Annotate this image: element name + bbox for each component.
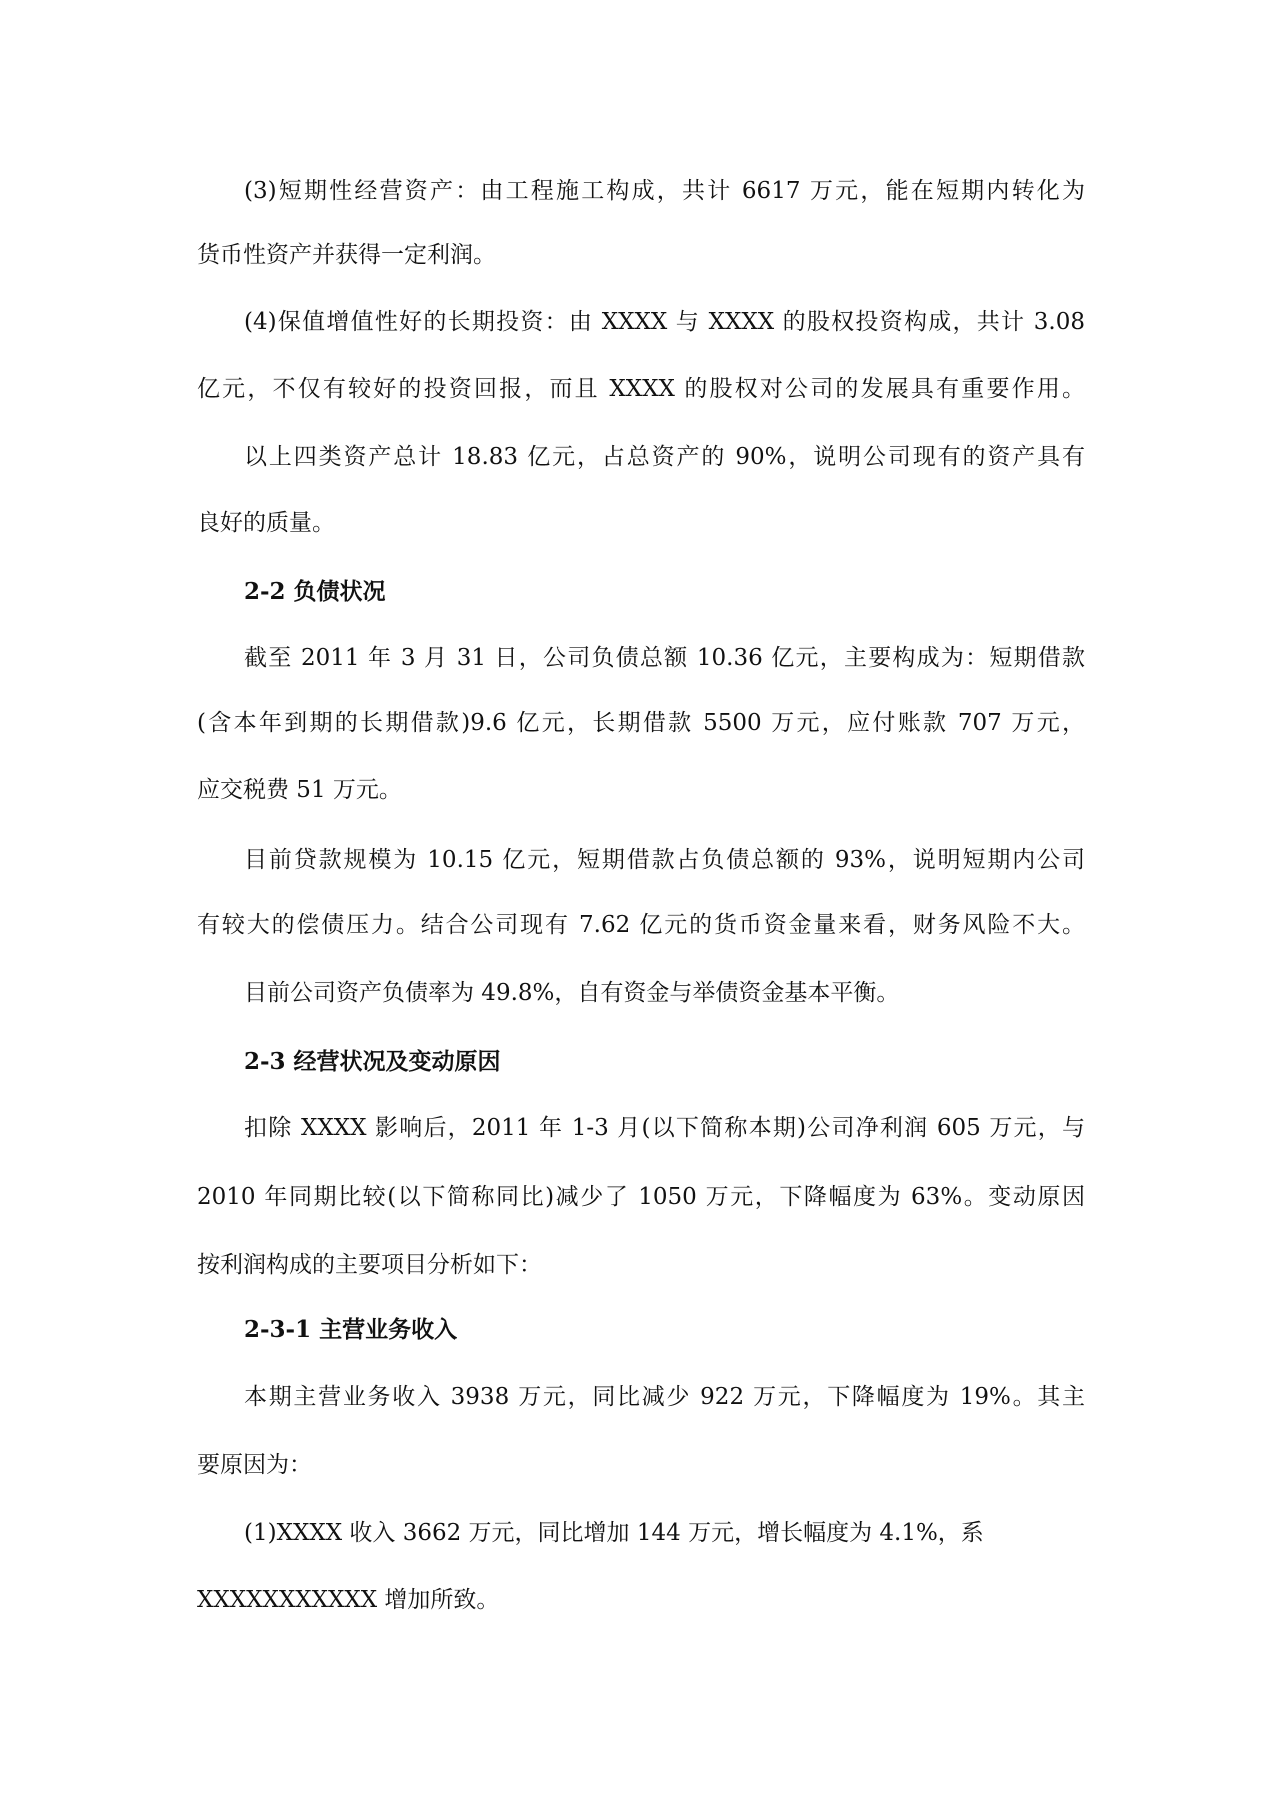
- section-heading-2-3: 2-3 经营状况及变动原因: [244, 1048, 501, 1075]
- loan-paragraph-line-2: 有较大的偿债压力。结合公司现有 7.62 亿元的货币资金量来看，财务风险不大。: [197, 912, 1085, 938]
- summary-paragraph-line-1: 以上四类资产总计 18.83 亿元，占总资产的 90%，说明公司现有的资产具有: [244, 444, 1085, 470]
- revenue-item-1-line-1: (1)XXXX 收入 3662 万元，同比增加 144 万元，增长幅度为 4.1%，系: [244, 1520, 984, 1546]
- paragraph-3-line-1: (3)短期性经营资产：由工程施工构成，共计 6617 万元，能在短期内转化为: [244, 178, 1085, 204]
- summary-paragraph-line-2: 良好的质量。: [197, 510, 335, 536]
- paragraph-4-line-1: (4)保值增值性好的长期投资：由 XXXX 与 XXXX 的股权投资构成，共计 3.08: [244, 309, 1085, 335]
- liabilities-paragraph-line-3: 应交税费 51 万元。: [197, 777, 402, 803]
- debt-ratio-paragraph: 目前公司资产负债率为 49.8%，自有资金与举债资金基本平衡。: [244, 980, 900, 1006]
- paragraph-3-line-2: 货币性资产并获得一定利润。: [197, 242, 496, 268]
- section-heading-2-2: 2-2 负债状况: [244, 578, 386, 605]
- paragraph-4-line-2: 亿元，不仅有较好的投资回报，而且 XXXX 的股权对公司的发展具有重要作用。: [197, 376, 1085, 402]
- operations-paragraph-line-1: 扣除 XXXX 影响后，2011 年 1-3 月(以下简称本期)公司净利润 605 万元，与: [244, 1115, 1085, 1141]
- operations-paragraph-line-2: 2010 年同期比较(以下简称同比)减少了 1050 万元，下降幅度为 63%。变动原因: [197, 1184, 1085, 1210]
- revenue-item-1-line-2: XXXXXXXXXXX 增加所致。: [197, 1587, 500, 1613]
- liabilities-paragraph-line-2: (含本年到期的长期借款)9.6 亿元，长期借款 5500 万元，应付账款 707 万元，: [197, 710, 1085, 736]
- operations-paragraph-line-3: 按利润构成的主要项目分析如下：: [197, 1252, 542, 1278]
- loan-paragraph-line-1: 目前贷款规模为 10.15 亿元，短期借款占负债总额的 93%，说明短期内公司: [244, 847, 1085, 873]
- revenue-paragraph-line-1: 本期主营业务收入 3938 万元，同比减少 922 万元，下降幅度为 19%。其主: [244, 1384, 1085, 1410]
- liabilities-paragraph-line-1: 截至 2011 年 3 月 31 日，公司负债总额 10.36 亿元，主要构成为：短期借款: [244, 645, 1085, 671]
- revenue-paragraph-line-2: 要原因为：: [197, 1452, 312, 1478]
- section-heading-2-3-1: 2-3-1 主营业务收入: [244, 1316, 458, 1343]
